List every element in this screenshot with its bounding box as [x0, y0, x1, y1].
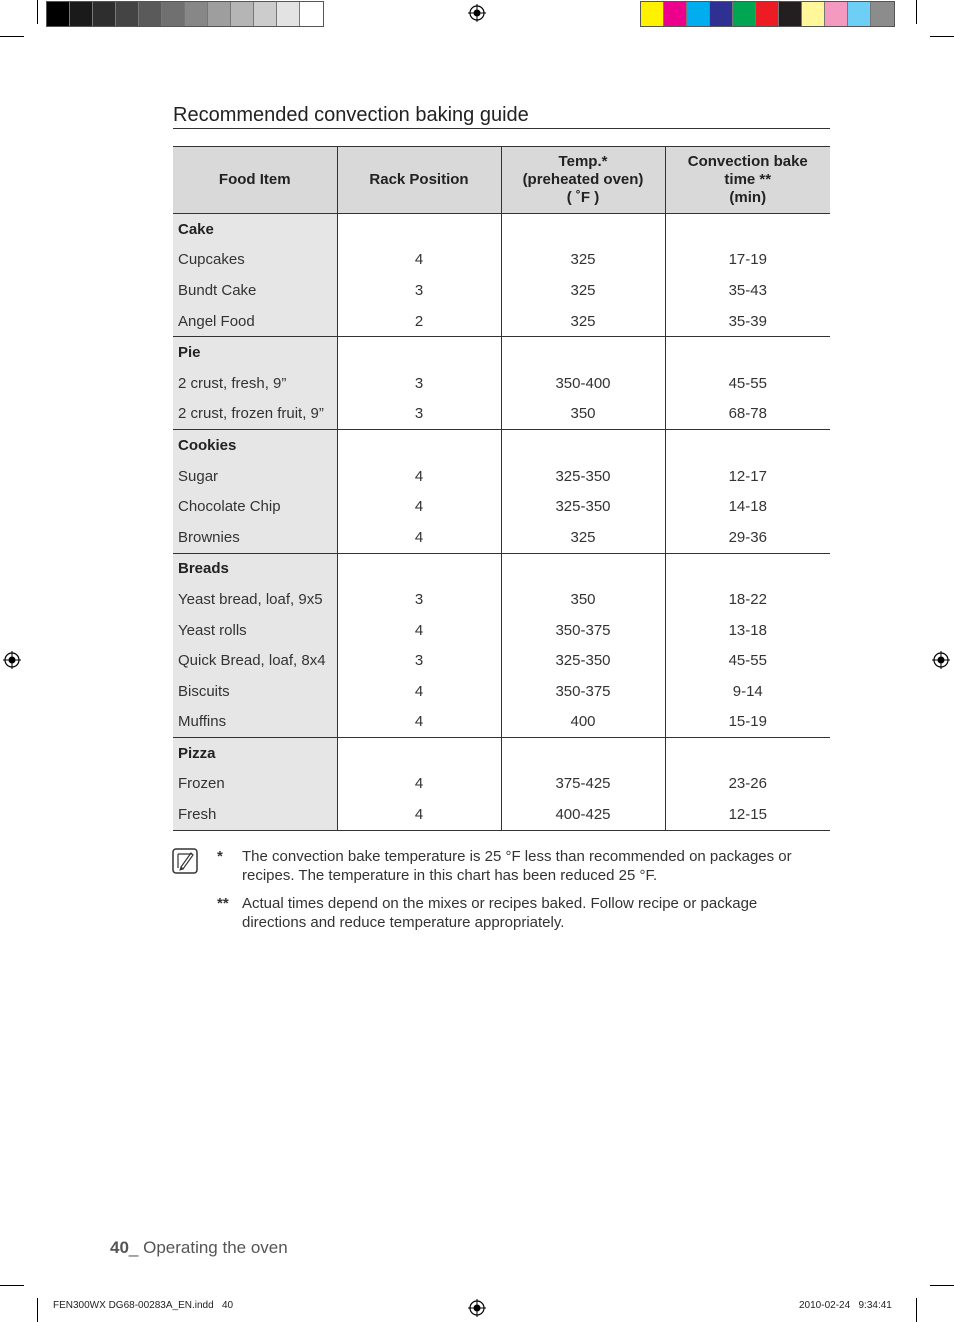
- table-row: [173, 522, 830, 553]
- color-swatch: [116, 2, 139, 26]
- registration-mark-icon: [468, 1299, 486, 1317]
- food-cell: Breads: [173, 553, 337, 584]
- temp-cell: 350-375: [501, 676, 665, 707]
- table-row: [173, 491, 830, 522]
- footnote-marker: **: [217, 895, 229, 912]
- color-swatch: [641, 2, 664, 26]
- time-cell: 15-19: [665, 707, 830, 738]
- table-row: [173, 769, 830, 800]
- crop-mark: [37, 1298, 38, 1322]
- page-number: 40: [110, 1238, 129, 1257]
- rack-cell: 3: [337, 275, 501, 306]
- color-swatch: [825, 2, 848, 26]
- footnote-text: The convection bake temperature is 25 °F less than recommended on packages or recipes. The temperature in this chart has been reduced 25 °F.: [242, 848, 792, 884]
- color-swatch: [733, 2, 756, 26]
- rack-cell: 4: [337, 615, 501, 646]
- temp-cell: 325-350: [501, 491, 665, 522]
- rack-cell: 3: [337, 399, 501, 430]
- rack-cell: 4: [337, 522, 501, 553]
- crop-mark: [0, 36, 24, 37]
- food-cell: Pizza: [173, 738, 337, 769]
- rack-cell: 3: [337, 645, 501, 676]
- color-swatch: [208, 2, 231, 26]
- table-row: [173, 676, 830, 707]
- footnote-text: Actual times depend on the mixes or recipes baked. Follow recipe or package directions and reduce temperature appropriately.: [242, 895, 758, 931]
- baking-guide-table: [173, 146, 830, 831]
- registration-mark-icon: [3, 651, 21, 669]
- time-cell: 35-43: [665, 275, 830, 306]
- rack-cell: 4: [337, 461, 501, 492]
- table-row: [173, 707, 830, 738]
- print-slug-file: FEN300WX DG68-00283A_EN.indd 40: [53, 1300, 234, 1311]
- time-cell: 9-14: [665, 676, 830, 707]
- header-temperature-line2: (preheated oven): [522, 171, 644, 188]
- color-swatch: [185, 2, 208, 26]
- header-temperature-line3: ( ˚F ): [566, 189, 600, 206]
- footnote-time: [217, 894, 802, 932]
- header-bake-time-line3: (min): [729, 189, 767, 206]
- table-header-row: [173, 147, 830, 214]
- page-title: Recommended convection baking guide: [173, 104, 529, 126]
- food-cell: 2 crust, frozen fruit, 9”: [173, 399, 337, 430]
- food-cell: Muffins: [173, 707, 337, 738]
- header-bake-time-line2: time **: [724, 171, 772, 188]
- registration-mark-icon: [932, 651, 950, 669]
- time-cell: 23-26: [665, 769, 830, 800]
- category-row: [173, 337, 830, 368]
- page-footer: [110, 1238, 288, 1258]
- crop-mark: [930, 1285, 954, 1286]
- color-swatch: [756, 2, 779, 26]
- category-row: [173, 738, 830, 769]
- time-cell: 45-55: [665, 368, 830, 399]
- food-cell: Frozen: [173, 769, 337, 800]
- time-cell: 12-15: [665, 799, 830, 830]
- food-cell: Biscuits: [173, 676, 337, 707]
- rack-cell: [337, 214, 501, 245]
- color-swatch: [70, 2, 93, 26]
- food-cell: Brownies: [173, 522, 337, 553]
- rack-cell: [337, 738, 501, 769]
- time-cell: [665, 430, 830, 461]
- food-cell: Cupcakes: [173, 245, 337, 276]
- color-swatch: [710, 2, 733, 26]
- time-cell: 45-55: [665, 645, 830, 676]
- time-cell: [665, 337, 830, 368]
- time-cell: 12-17: [665, 461, 830, 492]
- time-cell: 14-18: [665, 491, 830, 522]
- note-pencil-icon: [172, 848, 198, 874]
- food-cell: Sugar: [173, 461, 337, 492]
- color-swatch: [300, 2, 323, 26]
- table-row: [173, 799, 830, 830]
- rack-cell: [337, 337, 501, 368]
- color-swatch: [47, 2, 70, 26]
- food-cell: Yeast rolls: [173, 615, 337, 646]
- rack-cell: [337, 553, 501, 584]
- crop-mark: [916, 1298, 917, 1322]
- crop-mark: [916, 0, 917, 24]
- rack-cell: 4: [337, 245, 501, 276]
- crop-mark: [0, 1285, 24, 1286]
- temp-cell: [501, 738, 665, 769]
- color-swatch: [254, 2, 277, 26]
- food-cell: Angel Food: [173, 306, 337, 337]
- color-swatch: [139, 2, 162, 26]
- header-bake-time-line1: Convection bake: [687, 153, 808, 170]
- food-cell: Pie: [173, 337, 337, 368]
- footnote-marker: *: [217, 848, 223, 865]
- time-cell: 68-78: [665, 399, 830, 430]
- temp-cell: 325-350: [501, 461, 665, 492]
- rack-cell: 2: [337, 306, 501, 337]
- temp-cell: 375-425: [501, 769, 665, 800]
- temp-cell: [501, 214, 665, 245]
- crop-mark: [37, 0, 38, 24]
- temp-cell: [501, 553, 665, 584]
- rack-cell: [337, 430, 501, 461]
- time-cell: 35-39: [665, 306, 830, 337]
- temp-cell: 350: [501, 399, 665, 430]
- temp-cell: 350: [501, 584, 665, 615]
- print-slug-date: 2010-02-24 9:34:41: [799, 1300, 892, 1311]
- food-cell: Quick Bread, loaf, 8x4: [173, 645, 337, 676]
- temp-cell: 350-375: [501, 615, 665, 646]
- crop-mark: [930, 36, 954, 37]
- header-temperature-line1: Temp.*: [558, 153, 608, 170]
- temp-cell: 350-400: [501, 368, 665, 399]
- title-rule: [173, 128, 830, 129]
- rack-cell: 4: [337, 769, 501, 800]
- header-rack-position: Rack Position: [337, 147, 501, 214]
- table-row: [173, 306, 830, 337]
- table-row: [173, 584, 830, 615]
- color-swatch: [231, 2, 254, 26]
- rack-cell: 4: [337, 799, 501, 830]
- temp-cell: 325: [501, 275, 665, 306]
- category-row: [173, 430, 830, 461]
- temp-cell: [501, 430, 665, 461]
- food-cell: Cake: [173, 214, 337, 245]
- table-row: [173, 615, 830, 646]
- color-swatch: [802, 2, 825, 26]
- time-cell: [665, 738, 830, 769]
- food-cell: Cookies: [173, 430, 337, 461]
- temp-cell: 325: [501, 306, 665, 337]
- food-cell: 2 crust, fresh, 9”: [173, 368, 337, 399]
- temp-cell: 400-425: [501, 799, 665, 830]
- color-swatch: [848, 2, 871, 26]
- color-swatch: [687, 2, 710, 26]
- footnote-temperature: [217, 847, 802, 885]
- food-cell: Yeast bread, loaf, 9x5: [173, 584, 337, 615]
- temp-cell: 325: [501, 522, 665, 553]
- food-cell: Bundt Cake: [173, 275, 337, 306]
- time-cell: 18-22: [665, 584, 830, 615]
- category-row: [173, 553, 830, 584]
- process-color-bar: [640, 1, 895, 27]
- section-name: _ Operating the oven: [128, 1238, 288, 1257]
- table-row: [173, 399, 830, 430]
- food-cell: Fresh: [173, 799, 337, 830]
- temp-cell: [501, 337, 665, 368]
- food-cell: Chocolate Chip: [173, 491, 337, 522]
- temp-cell: 400: [501, 707, 665, 738]
- grayscale-color-bar: [46, 1, 324, 27]
- color-swatch: [93, 2, 116, 26]
- color-swatch: [779, 2, 802, 26]
- rack-cell: 4: [337, 491, 501, 522]
- table-row: [173, 461, 830, 492]
- color-swatch: [664, 2, 687, 26]
- registration-mark-icon: [468, 4, 486, 22]
- table-row: [173, 245, 830, 276]
- rack-cell: 3: [337, 584, 501, 615]
- header-food-item: Food Item: [173, 147, 337, 214]
- rack-cell: 4: [337, 707, 501, 738]
- rack-cell: 4: [337, 676, 501, 707]
- color-swatch: [162, 2, 185, 26]
- temp-cell: 325-350: [501, 645, 665, 676]
- color-swatch: [277, 2, 300, 26]
- header-bake-time: [665, 147, 830, 214]
- time-cell: 17-19: [665, 245, 830, 276]
- table-row: [173, 645, 830, 676]
- temp-cell: 325: [501, 245, 665, 276]
- time-cell: [665, 214, 830, 245]
- table-row: [173, 275, 830, 306]
- header-temperature: [501, 147, 665, 214]
- table-row: [173, 368, 830, 399]
- time-cell: [665, 553, 830, 584]
- color-swatch: [871, 2, 894, 26]
- time-cell: 29-36: [665, 522, 830, 553]
- rack-cell: 3: [337, 368, 501, 399]
- time-cell: 13-18: [665, 615, 830, 646]
- category-row: [173, 214, 830, 245]
